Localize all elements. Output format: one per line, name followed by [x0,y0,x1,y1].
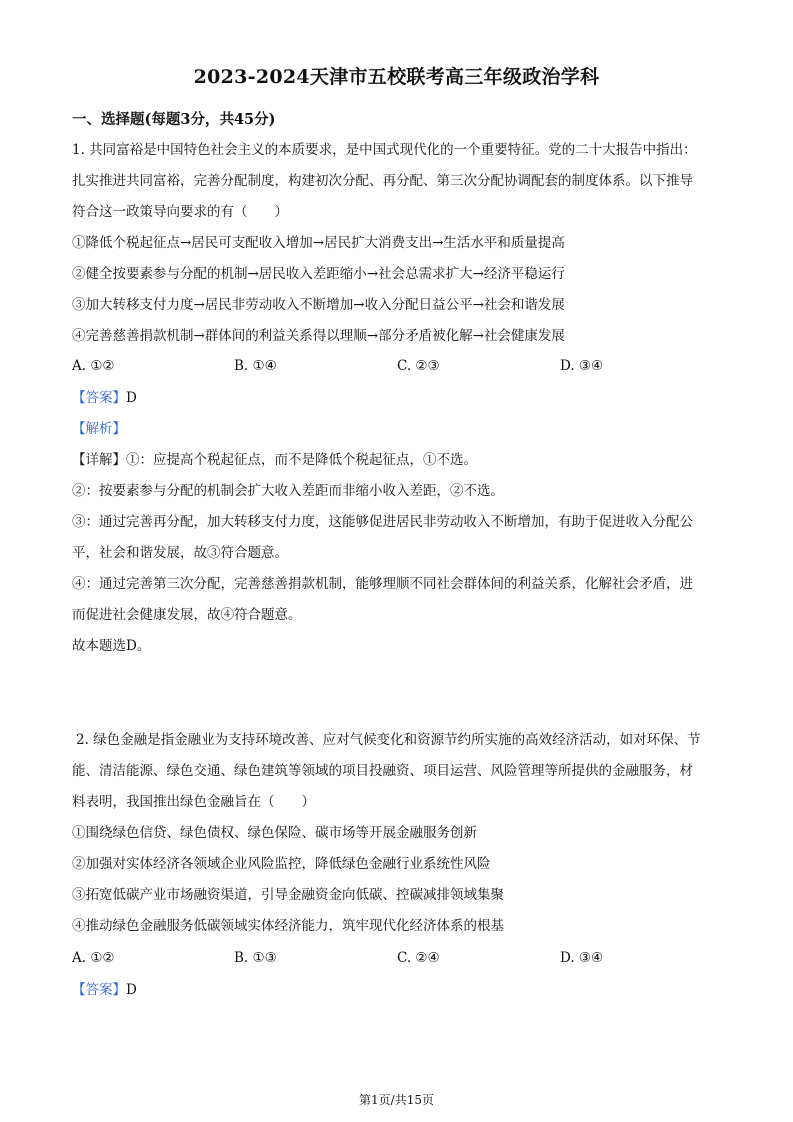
q1-option-a: A. ①② [72,358,115,374]
q1-detail-line: 故本题选D。 [72,638,151,654]
q2-item: ③拓宽低碳产业市场融资渠道，引导金融资金向低碳、控碳减排领域集聚 [72,887,504,903]
q1-options [72,356,722,376]
q1-detail-line: 平，社会和谐发展，故③符合题意。 [72,545,288,561]
page-footer: 第1页/共15页 [359,1093,434,1107]
detail-tag: 【详解】 [72,452,126,468]
detail-text: ①：应提高个税起征点，而不是降低个税起征点，①不选。 [126,452,477,468]
q2-stem-line: 2. 绿色金融是指金融业为支持环境改善、应对气候变化和资源节约所实施的高效经济活动，如对环保、节 [76,732,701,748]
q1-item: ①降低个税起征点→居民可支配收入增加→居民扩大消费支出→生活水平和质量提高 [72,235,565,251]
q2-option-b: B. ①③ [234,950,277,966]
q2-option-c: C. ②④ [397,950,440,966]
q2-stem-line: 能、清洁能源、绿色交通、绿色建筑等领域的项目投融资、项目运营、风险管理等所提供的金融服务，材 [72,763,693,779]
q1-detail-line: ④：通过完善第三次分配，完善慈善捐款机制，能够理顺不同社会群体间的利益关系，化解社会矛盾，进 [72,576,693,592]
q2-item: ④推动绿色金融服务低碳领域实体经济能力，筑牢现代化经济体系的根基 [72,918,504,934]
section-heading: 一、选择题(每题3分，共45分) [72,111,276,128]
q2-stem-line: 料表明，我国推出绿色金融旨在（ ） [72,794,315,810]
q1-detail-line: 而促进社会健康发展，故④符合题意。 [72,607,302,623]
q1-detail [72,450,722,470]
answer-value: D [126,982,137,998]
q1-stem-line: 1. 共同富裕是中国特色社会主义的本质要求，是中国式现代化的一个重要特征。党的二十大报告中指出： [72,142,697,158]
q1-stem-line: 扎实推进共同富裕，完善分配制度，构建初次分配、再分配、第三次分配协调配套的制度体系。以下推导 [72,173,693,189]
document-title: 2023-2024天津市五校联考高三年级政治学科 [193,66,600,88]
q2-item: ②加强对实体经济各领域企业风险监控，降低绿色金融行业系统性风险 [72,856,491,872]
answer-tag: 【答案】 [72,390,126,406]
q1-item: ②健全按要素参与分配的机制→居民收入差距缩小→社会总需求扩大→经济平稳运行 [72,266,565,282]
q1-detail-line: ②：按要素参与分配的机制会扩大收入差距而非缩小收入差距，②不选。 [72,483,504,499]
analysis-tag: 【解析】 [72,421,126,437]
q1-answer [72,388,722,408]
q1-item: ③加大转移支付力度→居民非劳动收入不断增加→收入分配日益公平→社会和谐发展 [72,297,565,313]
q1-item: ④完善慈善捐款机制→群体间的利益关系得以理顺→部分矛盾被化解→社会健康发展 [72,328,565,344]
q1-analysis [72,419,722,439]
answer-value: D [126,390,137,406]
q2-answer [72,980,722,1000]
q2-options [72,948,722,968]
q1-detail-line: ③：通过完善再分配，加大转移支付力度，这能够促进居民非劳动收入不断增加，有助于促进收入分配公 [72,514,693,530]
answer-tag: 【答案】 [72,982,126,998]
q1-option-b: B. ①④ [234,358,277,374]
q2-option-a: A. ①② [72,950,115,966]
q2-item: ①围绕绿色信贷、绿色债权、绿色保险、碳市场等开展金融服务创新 [72,825,477,841]
q1-stem-line: 符合这一政策导向要求的有（ ） [72,204,288,220]
q2-option-d: D. ③④ [560,950,604,966]
q1-option-d: D. ③④ [560,358,604,374]
q1-option-c: C. ②③ [397,358,440,374]
